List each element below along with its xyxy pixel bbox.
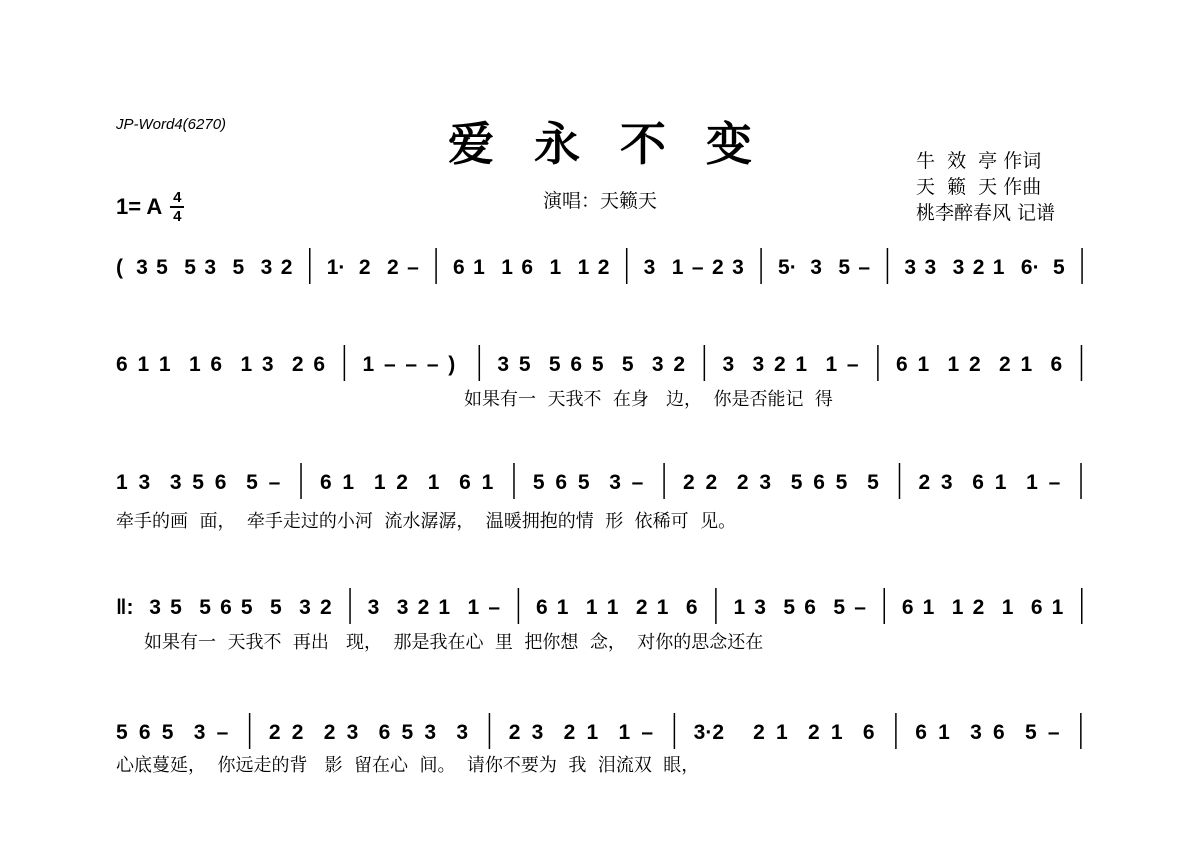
note: 1: [775, 721, 788, 744]
note: 2: [291, 721, 304, 744]
note: 5: [170, 596, 182, 619]
note: 5: [161, 721, 174, 744]
note: 3: [260, 256, 273, 279]
note: –: [691, 256, 704, 279]
note: 5: [401, 721, 414, 744]
note: 2: [319, 596, 332, 619]
note: 6: [813, 471, 825, 494]
note: 5: [246, 471, 258, 494]
note: 6: [535, 596, 548, 619]
note: 5: [1053, 256, 1065, 279]
note: 2: [972, 256, 985, 279]
note: 2: [280, 256, 293, 279]
note: 1: [586, 721, 599, 744]
note: –: [846, 353, 859, 376]
note: 3: [497, 353, 510, 376]
score-system-3: [112, 455, 1092, 535]
note: 2: [396, 471, 408, 494]
note: 3: [732, 256, 744, 279]
note: 1: [656, 596, 669, 619]
note: 5: [783, 596, 796, 619]
note: 1: [825, 353, 838, 376]
note: 3: [424, 721, 437, 744]
note: 5: [199, 596, 211, 619]
note: –: [641, 721, 654, 744]
note: 3: [722, 353, 735, 376]
note: 2: [323, 721, 336, 744]
lyrics-line-5: 心底蔓延， 你远走的背 影 留在心 间。 请你不要为 我 泪流双 眼，: [116, 755, 700, 776]
note: 6·: [1020, 256, 1040, 279]
note: (: [116, 256, 123, 279]
note: 3: [149, 596, 161, 619]
note: 1: [362, 353, 375, 376]
note: 3: [651, 353, 664, 376]
note: 1: [240, 353, 253, 376]
note: 3: [396, 596, 409, 619]
note: 3: [752, 353, 765, 376]
note: 1: [951, 596, 964, 619]
note: 5: [518, 353, 531, 376]
note: 1: [994, 471, 1007, 494]
note: –: [631, 471, 644, 494]
note: 1: [556, 596, 569, 619]
note: 1: [427, 471, 440, 494]
key-label: 1= A: [116, 194, 163, 219]
note: 3: [904, 256, 917, 279]
note: 1: [938, 721, 950, 744]
note: 2: [968, 353, 981, 376]
note: 1: [137, 353, 150, 376]
lyrics-line-4: 如果有一 天我不 再出 现， 那是我在心 里 把你想 念， 对你的思念还在: [144, 632, 764, 653]
note: 2: [508, 721, 521, 744]
note: 1: [585, 596, 598, 619]
note: 6: [459, 471, 471, 494]
note: 5: [116, 721, 128, 744]
time-signature: [170, 190, 184, 224]
note: 1: [342, 471, 355, 494]
time-signature-top: 4: [173, 189, 182, 206]
note: 5: [156, 256, 168, 279]
note: 3: [810, 256, 822, 279]
note: 5: [838, 256, 851, 279]
note: –: [858, 256, 871, 279]
note: 1·: [326, 256, 346, 279]
note: 2: [972, 596, 985, 619]
note: 2: [268, 721, 281, 744]
note: 3: [261, 353, 274, 376]
note: 2: [635, 596, 648, 619]
note: 2: [773, 353, 786, 376]
note: 5: [548, 353, 561, 376]
note: 3: [138, 471, 151, 494]
note: –: [854, 596, 866, 619]
note: 1: [1001, 596, 1014, 619]
note: 6: [313, 353, 326, 376]
note: 3: [952, 256, 965, 279]
note: 1: [158, 353, 171, 376]
notation-line-5: [112, 705, 1092, 750]
note: 6: [862, 721, 875, 744]
note: 1: [438, 596, 451, 619]
note: 5: [835, 471, 848, 494]
note: 1: [618, 721, 631, 744]
note: 2: [736, 471, 749, 494]
note: 5·: [778, 256, 797, 279]
note: 3: [299, 596, 311, 619]
note: 1: [467, 596, 480, 619]
note: 6: [319, 471, 332, 494]
score-system-4: [112, 580, 1092, 660]
note: 6: [1030, 596, 1043, 619]
note: 6: [896, 353, 908, 376]
note: 3·2: [693, 721, 725, 744]
note: 1: [947, 353, 960, 376]
note: 1: [733, 596, 746, 619]
note: 1: [992, 256, 1005, 279]
note: 2: [705, 471, 718, 494]
note: 6: [1050, 353, 1063, 376]
note: 6: [138, 721, 151, 744]
note: 3: [169, 471, 182, 494]
note: 2: [358, 256, 371, 279]
note: 1: [549, 256, 562, 279]
note: 6: [972, 471, 984, 494]
note: 1: [473, 256, 485, 279]
note: 6: [521, 256, 534, 279]
note: 6: [901, 596, 914, 619]
note: 2: [711, 256, 724, 279]
note: 3: [754, 596, 766, 619]
note: 2: [683, 471, 695, 494]
note: 5: [192, 471, 204, 494]
note: –: [407, 256, 419, 279]
note: 5: [621, 353, 634, 376]
note: 6: [992, 721, 1005, 744]
software-label: JP-Word4(6270): [116, 116, 227, 133]
note: 5: [270, 596, 282, 619]
note: 2: [386, 256, 399, 279]
note: 6: [685, 596, 698, 619]
note: 2: [673, 353, 686, 376]
note: 3: [456, 721, 469, 744]
time-signature-bottom: 4: [173, 208, 182, 225]
note: 2: [417, 596, 430, 619]
note: 1: [1020, 353, 1033, 376]
note: 6: [116, 353, 128, 376]
note: 5: [232, 256, 245, 279]
note: 5: [240, 596, 253, 619]
note: 6: [804, 596, 816, 619]
note: –: [1047, 721, 1060, 744]
note: –: [216, 721, 229, 744]
note: –: [405, 353, 418, 376]
note: 6: [570, 353, 583, 376]
note: 2: [291, 353, 304, 376]
note: 2: [998, 353, 1011, 376]
composer-credit: 天 籁 天 作曲: [916, 176, 1042, 198]
note: –: [426, 353, 439, 376]
note: 3: [759, 471, 772, 494]
note: 6: [220, 596, 232, 619]
lyrics-line-3: 牵手的画 面， 牵手走过的小河 流水潺潺， 温暖拥抱的情 形 依稀可 见。: [116, 511, 737, 532]
note: 2: [808, 721, 820, 744]
note: 3: [367, 596, 380, 619]
note: 5: [1024, 721, 1037, 744]
score-system-5: [112, 705, 1092, 785]
notation-line-2: [112, 337, 1092, 382]
note: 5: [867, 471, 879, 494]
note: 3: [643, 256, 656, 279]
note: 6: [915, 721, 927, 744]
note: 1: [606, 596, 619, 619]
note: 2: [563, 721, 576, 744]
lyricist-credit: 牛 效 亭 作词: [916, 150, 1042, 172]
note: ): [448, 353, 456, 376]
note: 1: [501, 256, 513, 279]
note: 5: [591, 353, 604, 376]
note: 6: [378, 721, 391, 744]
lyrics-line-2: 如果有一 天我不 在身 边， 你是否能记 得: [464, 389, 833, 410]
note: 1: [373, 471, 386, 494]
note: 2: [597, 256, 610, 279]
note: 6: [555, 471, 568, 494]
note: 2: [918, 471, 931, 494]
note: 3: [204, 256, 217, 279]
note: 1: [1051, 596, 1064, 619]
note: 1: [116, 471, 128, 494]
score-system-1: [112, 240, 1092, 310]
note: 3: [531, 721, 544, 744]
note: 3: [346, 721, 359, 744]
note: 5: [577, 471, 590, 494]
score-system-2: [112, 337, 1092, 417]
note: 6: [453, 256, 465, 279]
note: –: [488, 596, 501, 619]
credits: [916, 148, 1055, 226]
note: 3: [193, 721, 206, 744]
note: 6: [214, 471, 227, 494]
notation-line-4: [112, 580, 1092, 625]
note: ‖:: [116, 596, 134, 619]
note: 1: [795, 353, 808, 376]
key-signature: [116, 190, 184, 224]
note: 1: [917, 353, 930, 376]
note: –: [1048, 471, 1061, 494]
note: –: [268, 471, 281, 494]
notation-line-1: [112, 240, 1092, 310]
note: 5: [790, 471, 803, 494]
note: 2: [753, 721, 765, 744]
note: 3: [940, 471, 953, 494]
note: –: [383, 353, 396, 376]
note: 5: [184, 256, 196, 279]
transcriber-credit: 桃李醉春风 记谱: [916, 202, 1056, 224]
note: 5: [833, 596, 846, 619]
note: 1: [830, 721, 843, 744]
note: 5: [532, 471, 545, 494]
notation-line-3: [112, 455, 1092, 500]
note: 3: [609, 471, 621, 494]
note: 1: [577, 256, 590, 279]
note: 1: [671, 256, 684, 279]
song-title: 爱永不变: [448, 117, 792, 171]
note: 1: [481, 471, 494, 494]
note: 3: [136, 256, 148, 279]
note: 3: [924, 256, 937, 279]
note: 1: [188, 353, 201, 376]
note: 1: [1026, 471, 1038, 494]
note: 6: [210, 353, 223, 376]
note: 3: [970, 721, 982, 744]
singer-label: 演唱：天籁天: [542, 190, 657, 212]
note: 1: [922, 596, 935, 619]
